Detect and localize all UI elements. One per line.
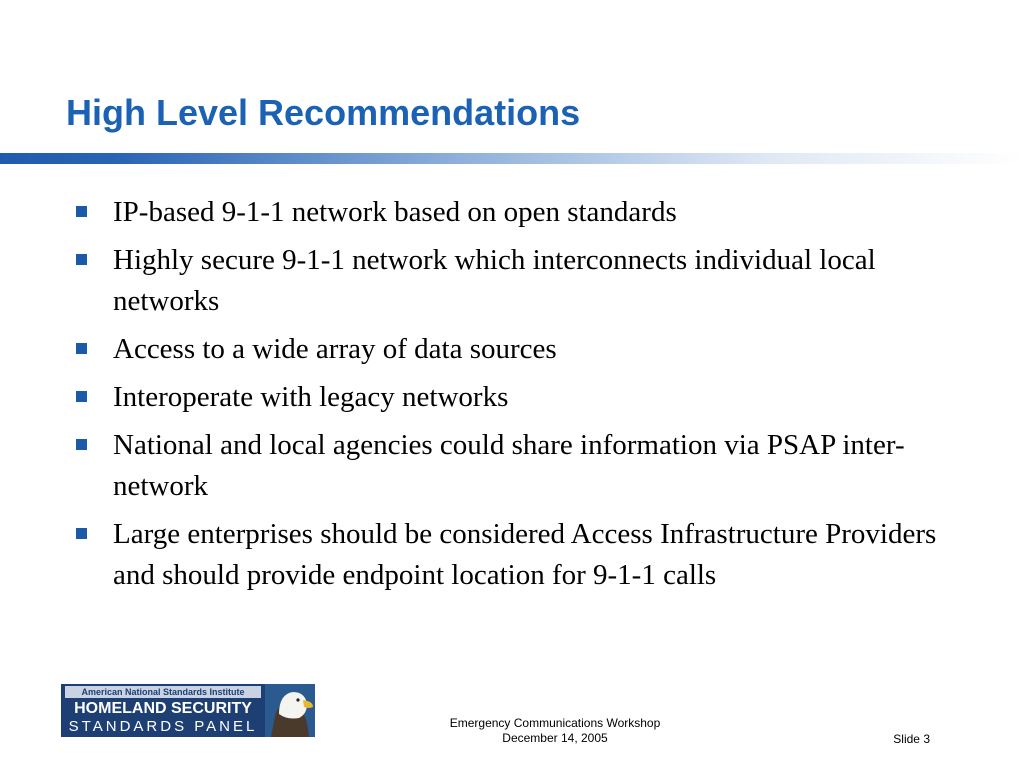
bullet-text: Access to a wide array of data sources [113, 333, 557, 365]
bullet-item [0, 192, 953, 233]
title-divider [0, 153, 1024, 164]
square-bullet-icon [76, 439, 87, 450]
bullet-list [0, 192, 1024, 603]
bullet-text: Large enterprises should be considered Access Infrastructure Providers and should provide endpoint location for 9-1-1 calls [113, 518, 937, 591]
footer-event: Emergency Communications Workshop [449, 716, 661, 730]
logo-panel-text: STANDARDS PANEL [68, 718, 258, 735]
bullet-text: Interoperate with legacy networks [113, 381, 509, 413]
eagle-icon [265, 684, 315, 737]
slide-title: High Level Recommendations [66, 92, 581, 133]
bullet-item [0, 240, 953, 322]
hssp-logo [61, 684, 315, 737]
bullet-item [0, 329, 953, 370]
slide-number: Slide 3 [893, 732, 930, 746]
bullet-text: Highly secure 9-1-1 network which interconnects individual local networks [113, 244, 876, 317]
footer-info [430, 716, 680, 746]
bullet-text: IP-based 9-1-1 network based on open standards [113, 196, 677, 228]
bullet-text: National and local agencies could share information via PSAP inter-network [113, 429, 905, 502]
logo-institute-text: American National Standards Institute [65, 686, 261, 698]
logo-homeland-text: HOMELAND SECURITY [74, 700, 252, 717]
square-bullet-icon [76, 528, 87, 539]
footer-date: December 14, 2005 [502, 731, 608, 745]
square-bullet-icon [76, 254, 87, 265]
bullet-item [0, 425, 953, 507]
square-bullet-icon [76, 206, 87, 217]
bullet-item [0, 377, 953, 418]
bullet-item [0, 514, 953, 596]
square-bullet-icon [76, 391, 87, 402]
square-bullet-icon [76, 343, 87, 354]
